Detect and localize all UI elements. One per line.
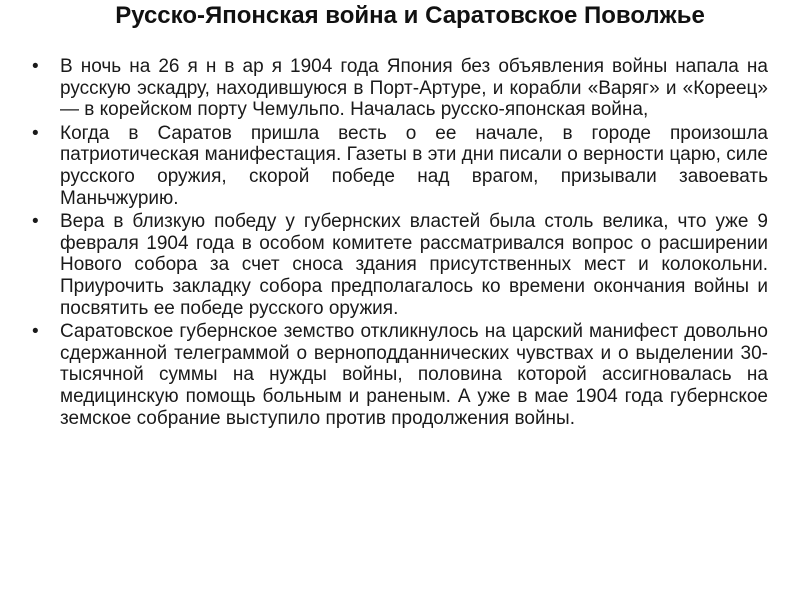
bullet-text: В ночь на 26 я н в ар я 1904 года Япония без объявления войны напала на русскую эскадру, находившуюся в Порт-Артуре, и корабли «Варяг» и «Кореец» — в корейском порту Чемульпо. Началась русско-японская война, (60, 56, 768, 121)
bullet-list (30, 56, 768, 431)
bullet-item (30, 211, 768, 319)
bullet-item (30, 321, 768, 429)
slide-title: Русско-Японская война и Саратовское Поволжье (115, 2, 705, 29)
bullet-item (30, 123, 768, 209)
bullet-text: Саратовское губернское земство откликнулось на царский манифест довольно сдержанной телеграммой о верноподданнических чувствах и о выделении 30-тысячной суммы на нужды войны, половина которой ассигновалась на медицинскую помощь больным и раненым. А уже в мае 1904 года губернское земское собрание выступило против продолжения войны. (60, 321, 768, 429)
bullet-text: Когда в Саратов пришла весть о ее начале, в городе произошла патриотическая манифестация. Газеты в эти дни писали о верности царю, силе русского оружия, скорой победе над врагом, призывали завоевать Маньчжурию. (60, 122, 768, 209)
bullet-item (30, 56, 768, 121)
bullet-text: Вера в близкую победу у губернских властей была столь велика, что уже 9 февраля 1904 года в особом комитете рассматривался вопрос о расширении Нового собора за счет сноса здания присутственных мест и колокольни. Приурочить закладку собора предполагалось ко времени окончания войны и посвятить ее победе русского оружия. (60, 211, 768, 319)
